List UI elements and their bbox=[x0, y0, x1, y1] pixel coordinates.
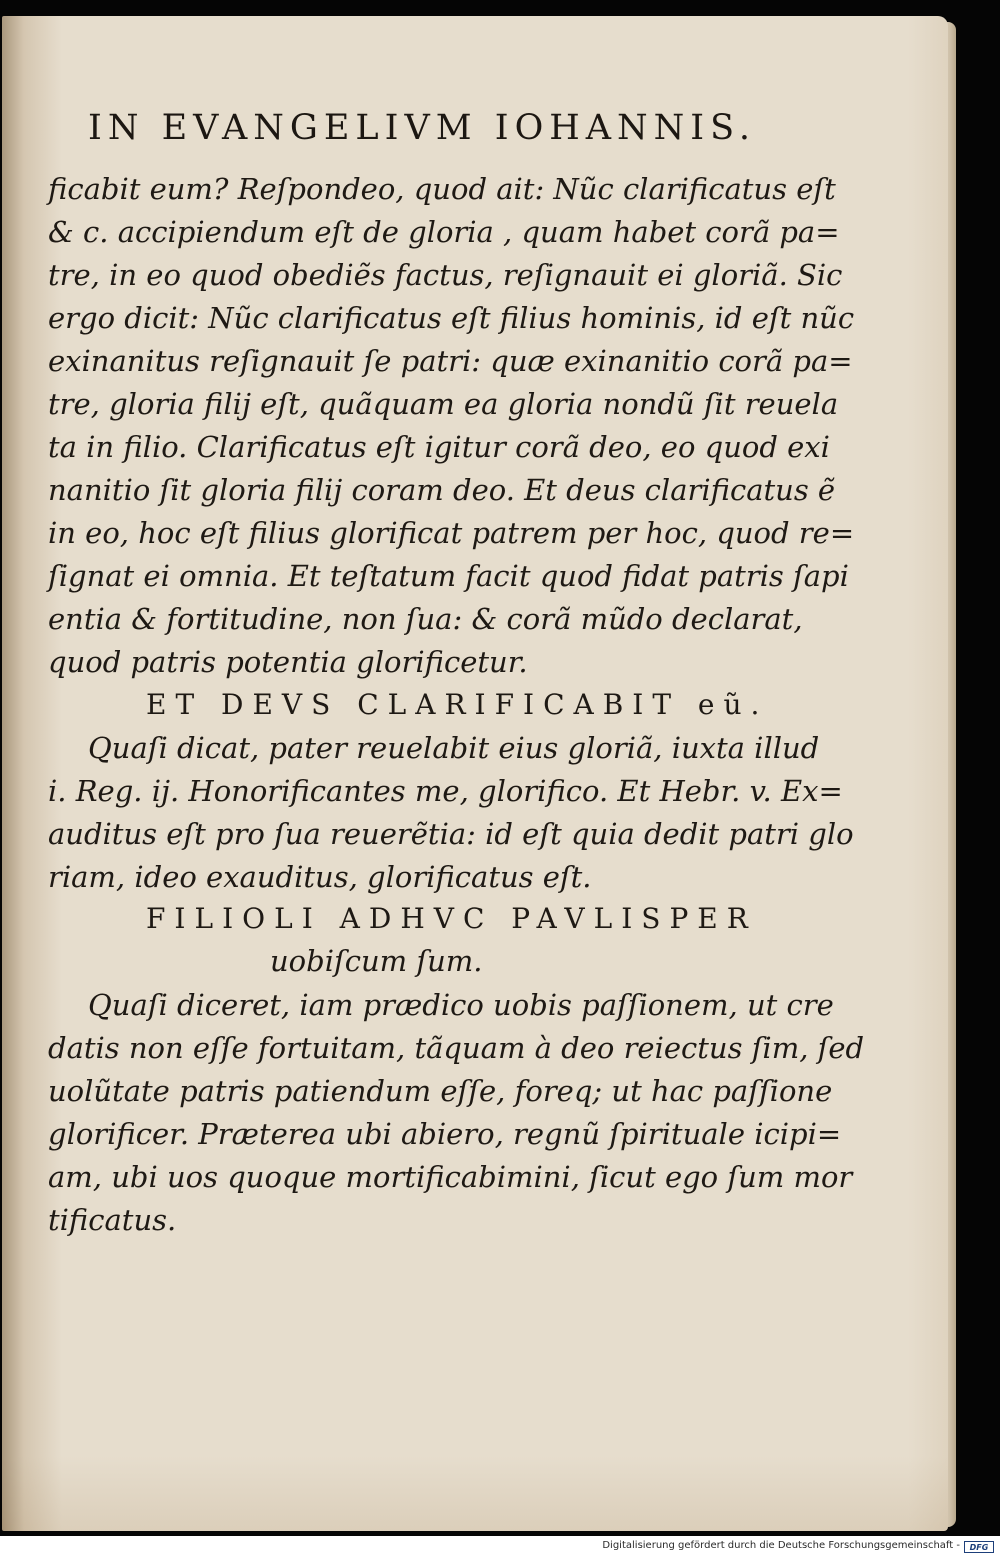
text-line: auditus eſt pro ſua reuerẽtia: id eſt quia dedit patri glo bbox=[48, 817, 854, 851]
running-head: IN EVANGELIVM IOHANNIS. bbox=[88, 108, 756, 148]
text-line: tre, gloria filij eſt, quãquam ea gloria nondũ ſit reuela bbox=[48, 387, 839, 421]
text-line: Quaſi dicat, pater reuelabit eius gloriã, iuxta illud bbox=[88, 731, 820, 765]
text-line: quod patris potentia glorificetur. bbox=[48, 645, 528, 679]
section-heading-subline: uobiſcum ſum. bbox=[270, 944, 483, 978]
text-line: tificatus. bbox=[48, 1203, 177, 1237]
text-line: i. Reg. ij. Honorificantes me, glorifico. Et Hebr. v. Ex= bbox=[48, 774, 843, 808]
text-line: exinanitus reſignauit ſe patri: quæ exinanitio corã pa= bbox=[48, 344, 853, 378]
dfg-logo: DFG bbox=[964, 1541, 994, 1553]
text-line: ſignat ei omnia. Et teſtatum facit quod fidat patris ſapi bbox=[48, 559, 849, 593]
section-heading: ET DEVS CLARIFICABIT eũ. bbox=[146, 688, 769, 721]
text-line: ta in filio. Clarificatus eſt igitur corã deo, eo quod exi bbox=[48, 430, 830, 464]
text-line: riam, ideo exauditus, glorificatus eſt. bbox=[48, 860, 592, 894]
text-line: glorificer. Præterea ubi abiero, regnũ ſpirituale icipi= bbox=[48, 1117, 842, 1151]
text-line: ergo dicit: Nũc clarificatus eſt filius hominis, id eſt nũc bbox=[48, 301, 855, 335]
text-line: am, ubi uos quoque mortificabimini, ſicut ego ſum mor bbox=[48, 1160, 853, 1194]
text-line: ficabit eum? Reſpondeo, quod ait: Nũc clarificatus eſt bbox=[48, 172, 836, 206]
text-line: entia & fortitudine, non ſua: & corã mũdo declarat, bbox=[48, 602, 803, 636]
text-line: tre, in eo quod obediẽs factus, reſignauit ei gloriã. Sic bbox=[48, 258, 843, 292]
text-line: Quaſi diceret, iam prædico uobis paſſionem, ut cre bbox=[88, 988, 834, 1022]
text-line: datis non eſſe fortuitam, tãquam à deo reiectus ſim, ſed bbox=[48, 1031, 865, 1065]
section-heading: FILIOLI ADHVC PAVLISPER bbox=[146, 902, 757, 935]
text-line: uolũtate patris patiendum eſſe, foreq; ut hac paſſione bbox=[48, 1074, 833, 1108]
text-line: nanitio ſit gloria filij coram deo. Et deus clarificatus ẽ bbox=[48, 473, 836, 507]
funding-credit: Digitalisierung gefördert durch die Deutsche Forschungsgemeinschaft - bbox=[602, 1540, 960, 1551]
text-line: in eo, hoc eſt filius glorificat patrem per hoc, quod re= bbox=[48, 516, 855, 550]
footer-bar bbox=[0, 1536, 1000, 1557]
text-line: & c. accipiendum eſt de gloria , quam habet corã pa= bbox=[48, 215, 840, 249]
